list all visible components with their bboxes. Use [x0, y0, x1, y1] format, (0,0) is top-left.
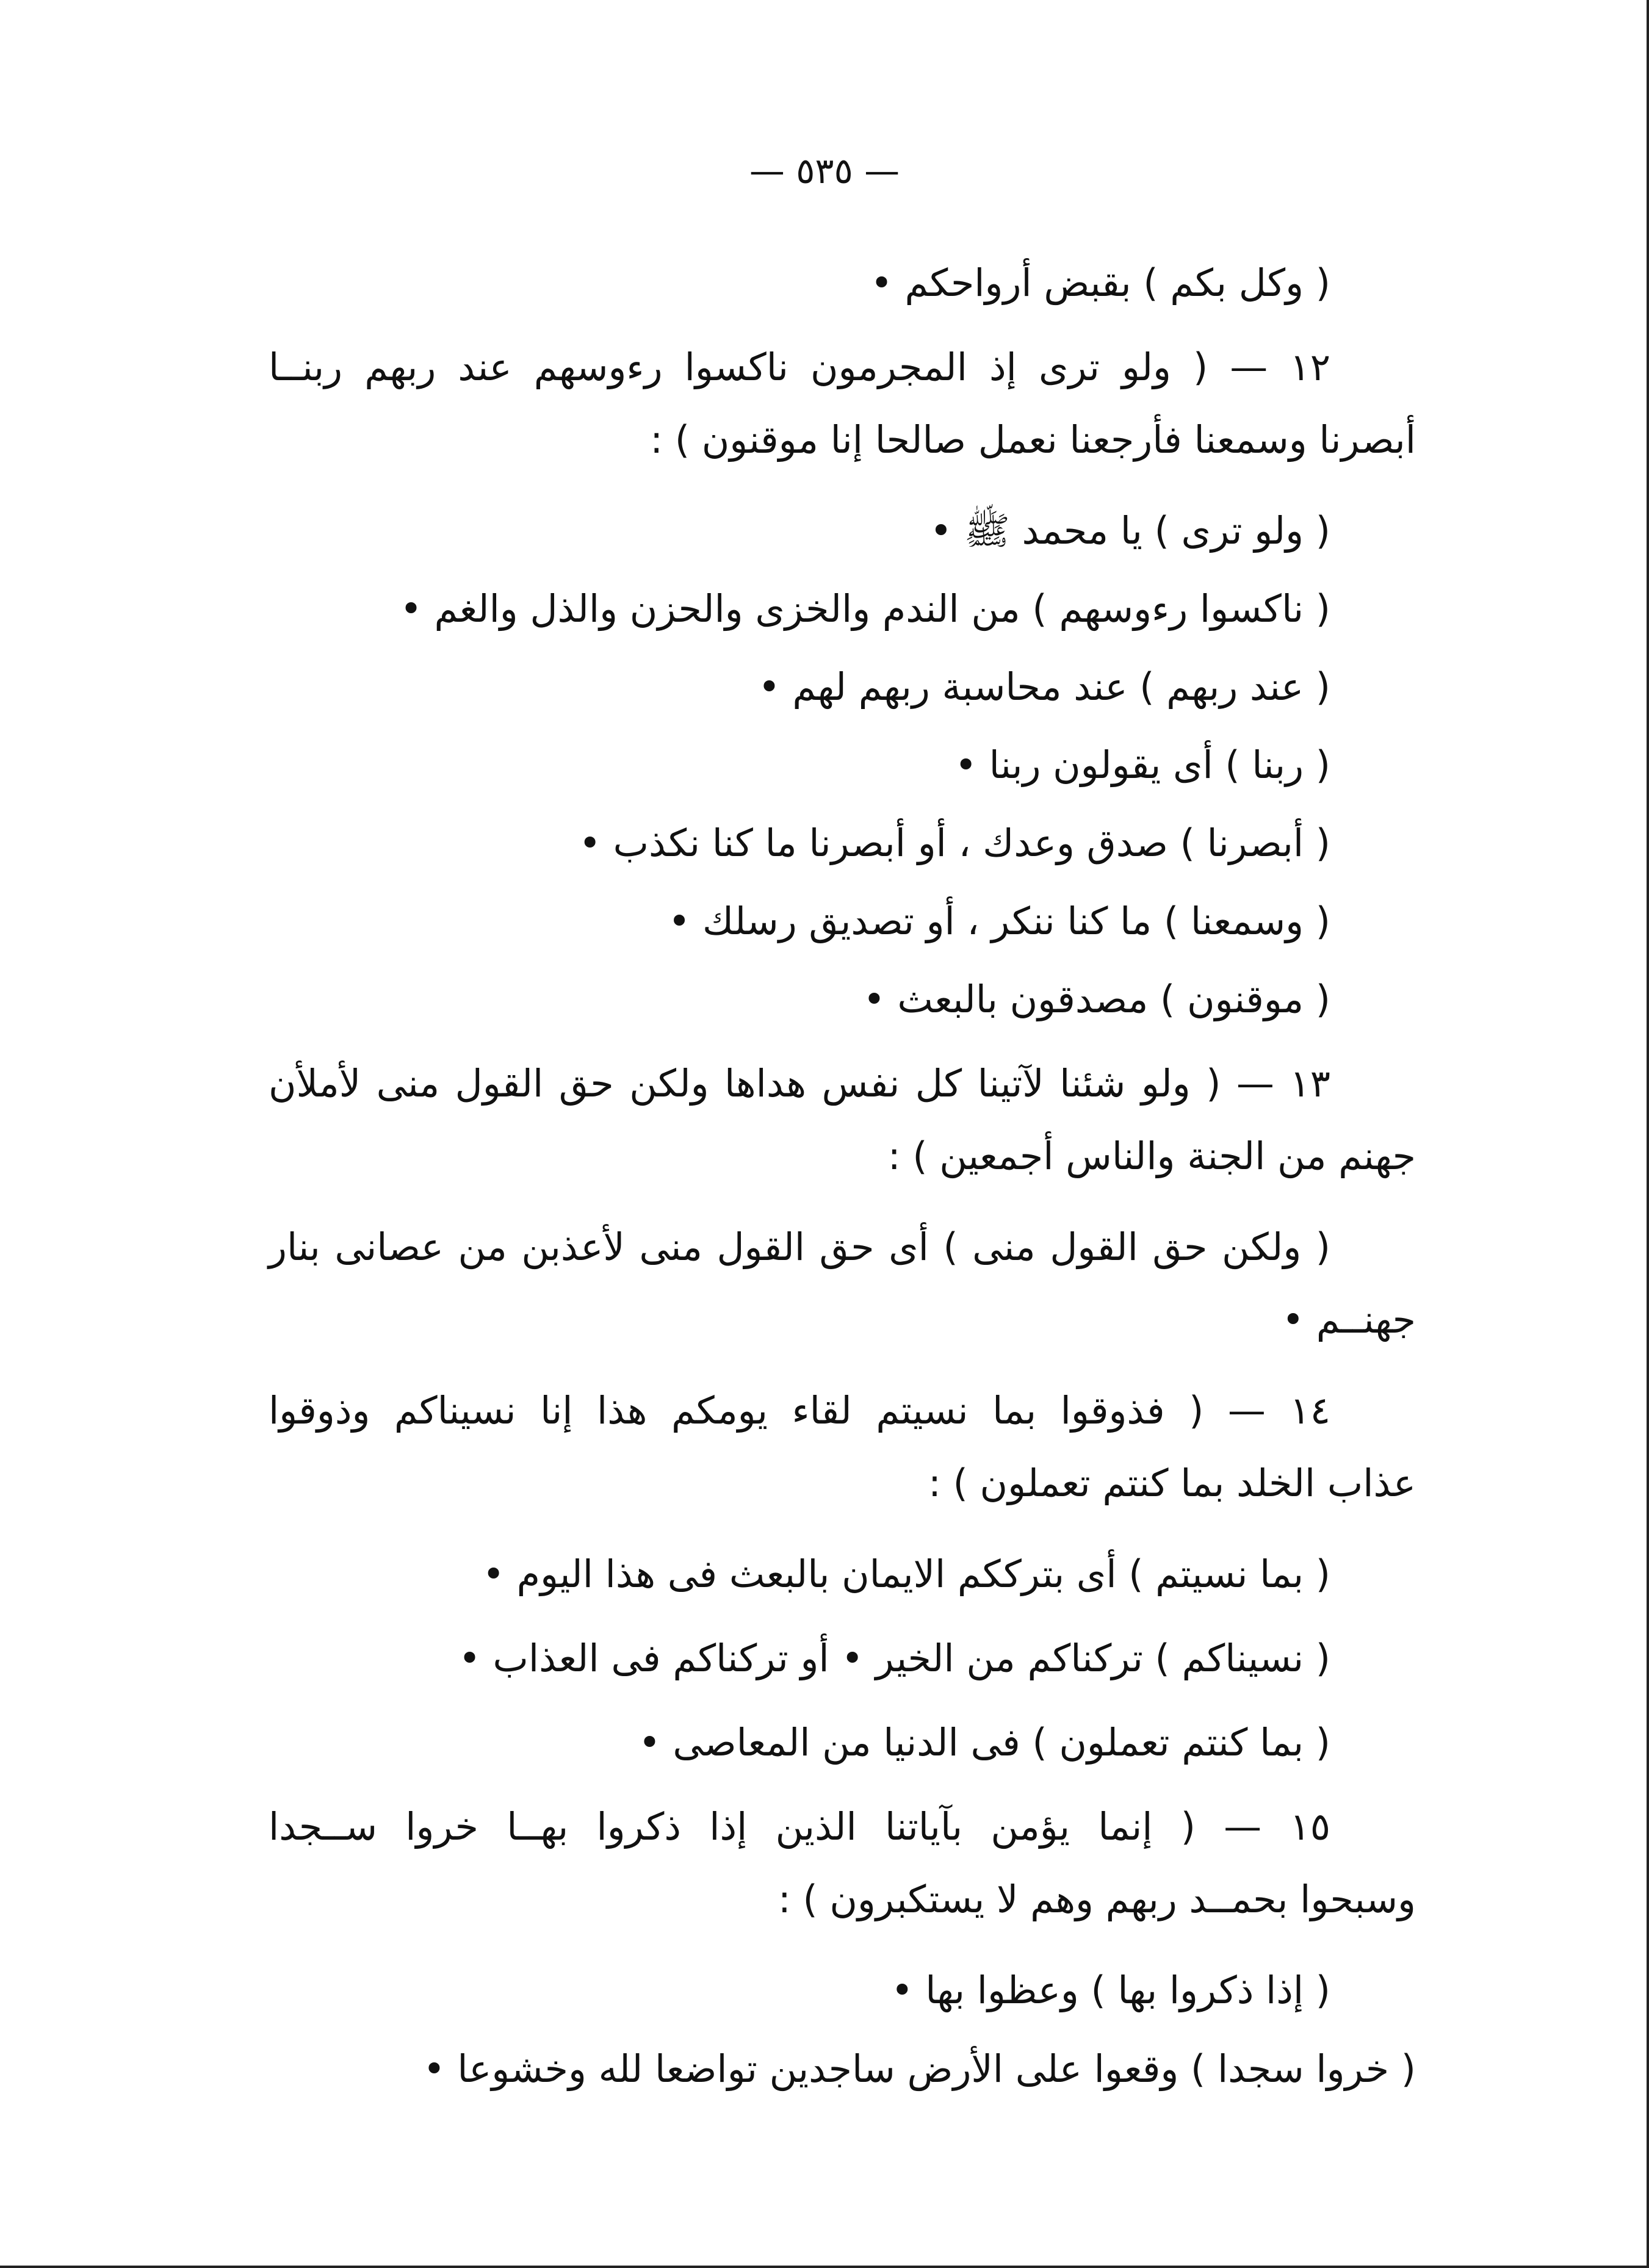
page-number: — ٥٣٥ —: [749, 150, 900, 192]
verse-heading: ١٤ — ( فذوقوا بما نسيتم لقاء يومكم هذا إنا نسيناكم وذوقوا: [269, 1388, 1330, 1433]
text-line: ( إذا ذكروا بها ) وعظوا بها •: [891, 1968, 1330, 2012]
verse-continuation: أبصرنا وسمعنا فأرجعنا نعمل صالحا إنا موقنون ) :: [650, 417, 1416, 462]
text-line: ( خروا سجدا ) وقعوا على الأرض ساجدين تواضعا لله وخشوعا •: [423, 2047, 1416, 2091]
verse-continuation: وسبحوا بحمــد ربهم وهم لا يستكبرون ) :: [778, 1877, 1416, 1921]
commentary-line: ( ولكن حق القول منى ) أى حق القول منى لأعذبن من عصانى بنار: [269, 1225, 1330, 1269]
verse-heading: ١٥ — ( إنما يؤمن بآياتنا الذين إذا ذكروا بهــا خروا ســجدا: [269, 1804, 1330, 1849]
commentary-continuation: جهنــم •: [1282, 1297, 1416, 1342]
text-line: ( وسمعنا ) ما كنا ننكر ، أو تصديق رسلك •: [668, 899, 1330, 943]
verse-continuation: عذاب الخلد بما كنتم تعملون ) :: [928, 1461, 1416, 1505]
text-line: ( ولو ترى ) يا محمد ﷺ •: [929, 508, 1330, 553]
text-line: ( موقنون ) مصدقون بالبعث •: [863, 977, 1330, 1021]
text-line: ( بما نسيتم ) أى بترككم الايمان بالبعث فى هذا اليوم •: [482, 1552, 1330, 1596]
text-line: ( وكل بكم ) بقبض أرواحكم •: [870, 261, 1330, 305]
text-line: ( بما كنتم تعملون ) فى الدنيا من المعاصى •: [638, 1720, 1330, 1765]
text-line: ( عند ربهم ) عند محاسبة ربهم لهم •: [758, 664, 1330, 709]
verse-continuation: جهنم من الجنة والناس أجمعين ) :: [887, 1134, 1416, 1178]
text-line: ( ربنا ) أى يقولون ربنا •: [954, 743, 1330, 787]
text-line: ( نسيناكم ) تركناكم من الخير • أو تركناكم فى العذاب •: [458, 1636, 1330, 1680]
text-line: ( ناكسوا رءوسهم ) من الندم والخزى والحزن والذل والغم •: [400, 586, 1330, 631]
verse-heading: ١٣ — ( ولو شئنا لآتينا كل نفس هداها ولكن حق القول منى لأملأن: [269, 1061, 1330, 1106]
page-edge-right: [1647, 0, 1649, 2268]
text-body: [269, 244, 1416, 2103]
verse-heading: ١٢ — ( ولو ترى إذ المجرمون ناكسوا رءوسهم عند ربهم ربنــا: [269, 345, 1330, 389]
page-edge-bottom: [0, 2266, 1649, 2268]
text-line: ( أبصرنا ) صدق وعدك ، أو أبصرنا ما كنا نكذب •: [579, 821, 1330, 865]
